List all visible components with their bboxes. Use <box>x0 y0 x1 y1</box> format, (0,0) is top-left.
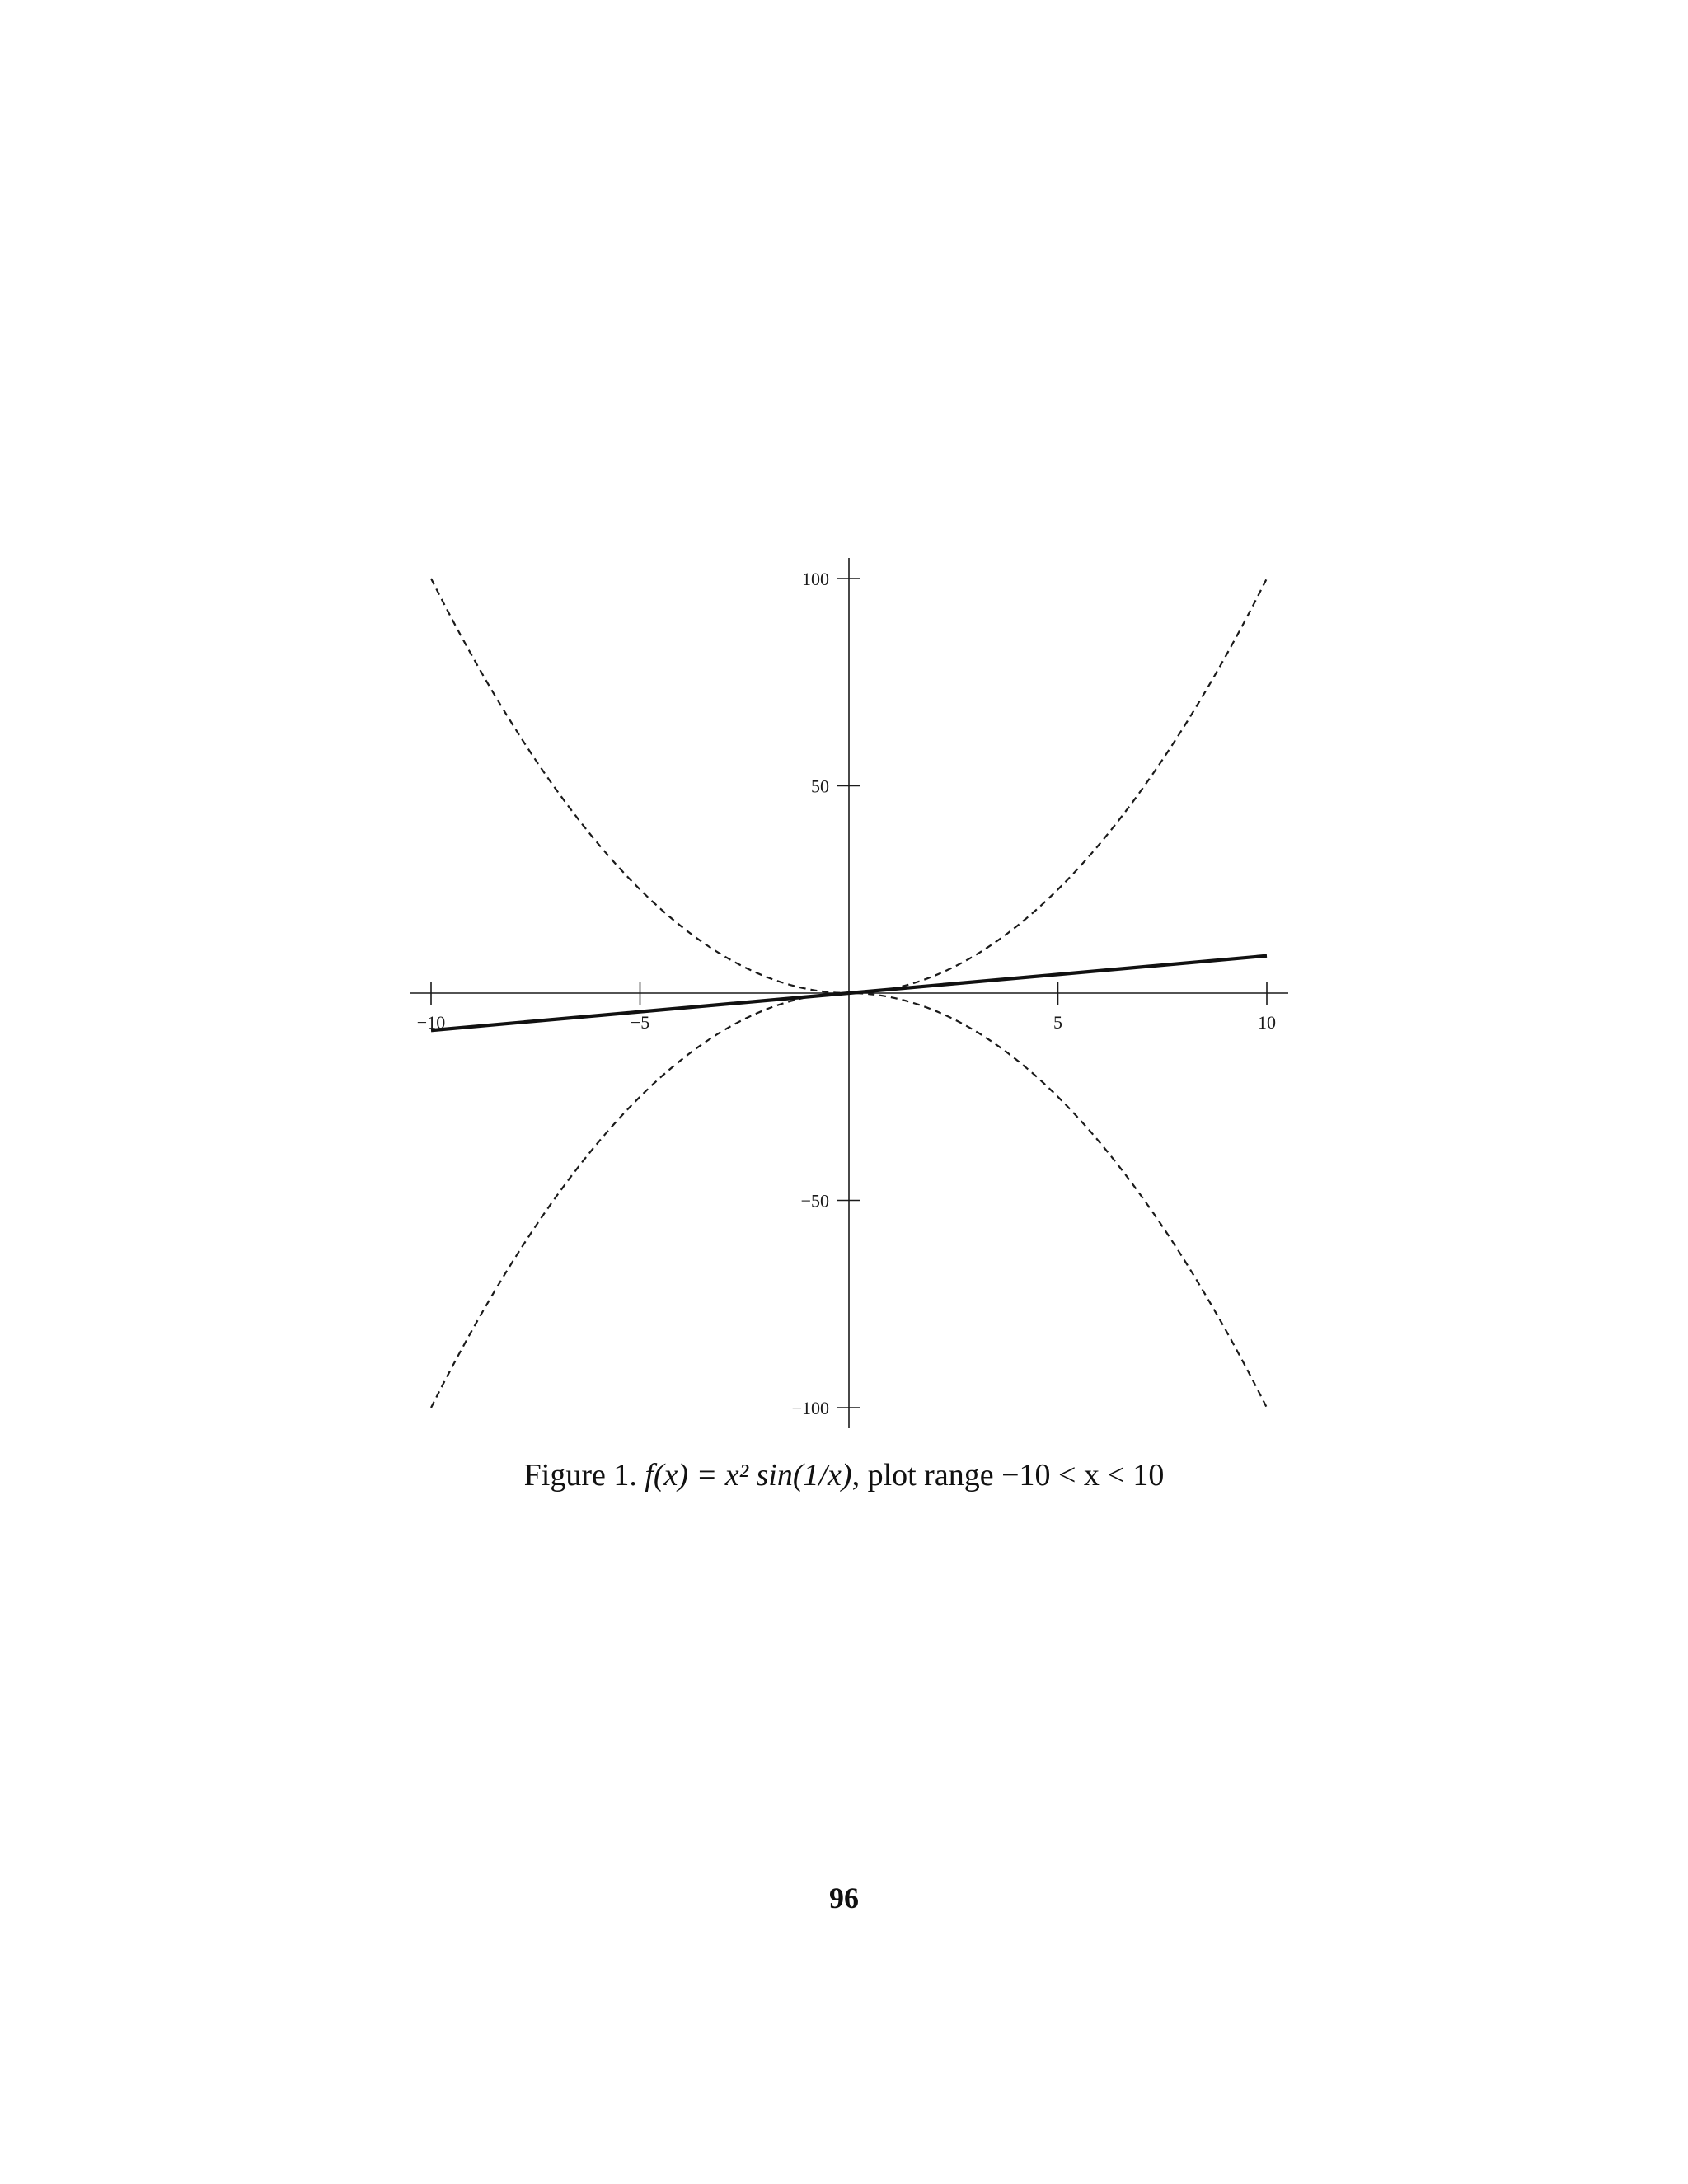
y-tick-label: −100 <box>791 1398 829 1418</box>
x-tick-label: −5 <box>630 1012 650 1033</box>
figure-caption <box>0 1457 1688 1493</box>
y-tick-label: −50 <box>800 1190 829 1212</box>
x-tick-label: −10 <box>416 1012 446 1033</box>
caption-formula: f(x) = x² sin(1/x) <box>645 1458 852 1493</box>
x-tick-label: 5 <box>1053 1012 1062 1033</box>
caption-prefix: Figure 1. <box>523 1458 637 1493</box>
y-tick-label: 100 <box>802 569 829 589</box>
page-number: 96 <box>829 1882 859 1915</box>
y-tick-label: 50 <box>811 776 829 797</box>
x-tick-label: 10 <box>1258 1012 1276 1033</box>
caption-suffix: , plot range −10 < x < 10 <box>851 1458 1165 1493</box>
